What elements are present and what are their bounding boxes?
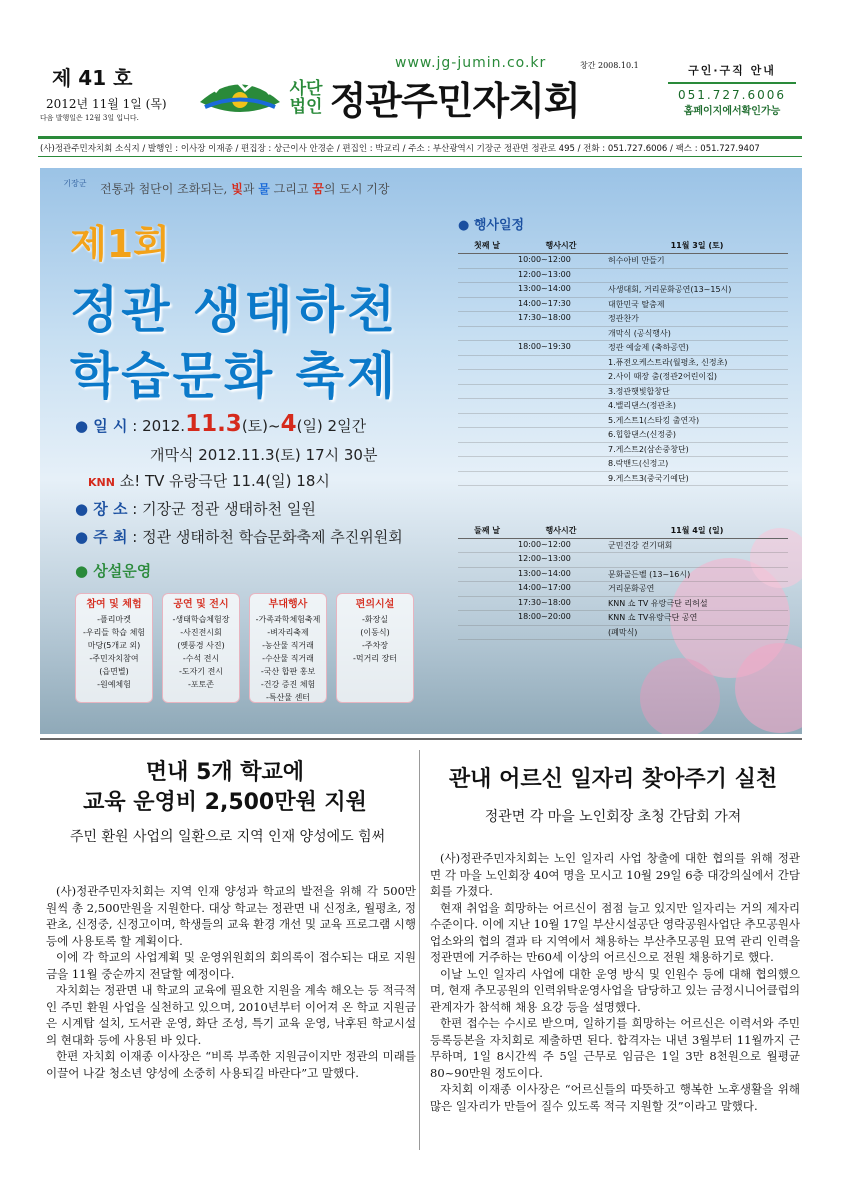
- event-host: ● 주 최 : 정관 생태하천 학습문화축제 추진위원회: [75, 528, 403, 546]
- schedule-row: 10:00~12:00 군민건강 걷기대회: [458, 538, 788, 553]
- schedule-row: 1.퓨전오케스트라(월평초, 신정초): [458, 355, 788, 370]
- festival-poster: [40, 168, 802, 734]
- org-prefix: 사단 법인: [289, 78, 323, 117]
- schedule-row: 14:00~17:30 대한민국 탈춤제: [458, 297, 788, 312]
- schedule-row: 3.정관햇빛합창단: [458, 384, 788, 399]
- issue-number: 제 41 호: [52, 66, 133, 90]
- article1-body: (사)정관주민자치회는 지역 인재 양성과 학교의 발전을 위해 각 500만원씩 총 2,500만원을 지원한다. 대상 학교는 정관면 내 신정초, 월평초, 정관초, 신정중, 신정고이며, 학생들의 교육 환경 개선 및 교육 프로그램 시행 등에 사용토록 할 계획이다. 이에 각 학교의 사업계획 및 운영위원회의 회의록이 접수되는 대로 지원금을 11월 중순까지 전달할 예정이다. 자치회는 정관면 내 학교의 교육에 필요한 지원을 계속 해오는 등 적극적인 주민 환원 사업을 실천하고 있으며, 2010년부터 이어져 온 학교 지원금은 시계탑 설치, 도서관 운영, 화단 조성, 특기 교육 운영, 낙후된 학교시설의 현대화 등에 사용된 바 있다. 한편 자치회 이재종 이사장은 “비록 부족한 지원금이지만 정관의 미래를 이끌어 나갈 청소년 양성에 소중히 사용되길 바란다”고 말했다.: [46, 884, 416, 1080]
- divider: [40, 738, 802, 740]
- schedule-header-row: 첫째 날 행사시간 11월 3일 (토): [458, 239, 788, 254]
- schedule-row: 개막식 (공식행사): [458, 326, 788, 341]
- edition-label: 제1회: [70, 222, 170, 266]
- article1-subheadline: 주민 환원 사업의 일환으로 지역 인재 양성에도 힘써: [70, 829, 386, 845]
- article1-headline: 면내 5개 학교에 교육 운영비 2,500만원 지원: [83, 760, 367, 815]
- knn-logo: KNN: [88, 476, 115, 489]
- job-info-box: [668, 62, 796, 117]
- schedule-row: 17:30~18:00 정관찬가: [458, 312, 788, 327]
- schedule-row: (폐막식): [458, 625, 788, 640]
- schedule-row: 5.게스트1(스타킹 출연자): [458, 413, 788, 428]
- founded-date: 창간 2008.10.1: [580, 61, 639, 70]
- category-performance: 공연 및 전시 -생태학습체험장 -사진전시회 (옛풍경 사진) -수석 전시 -도자기 전시 -포토존: [162, 593, 240, 703]
- schedule-row: 9.게스트3(중국기예단): [458, 471, 788, 486]
- schedule-row: 13:00~14:00 문화골든벨 (13~16시): [458, 567, 788, 582]
- event-schedule: [458, 214, 788, 640]
- schedule-row: 12:00~13:00: [458, 268, 788, 283]
- next-issue-date: 다음 발행일은 12월 3일 입니다.: [40, 114, 139, 122]
- article2-headline: 관내 어르신 일자리 찾아주기 실천: [448, 767, 778, 792]
- publisher-info: (사)정관주민자치회 소식지 / 발행인 : 이사장 이재종 / 편집장 : 상근이사 안경순 / 편집인 : 박교리 / 주소 : 부산광역시 기장군 정관면 정관로 495 / 전화 : 051.727.6006 / 팩스 : 051.727.9407: [40, 144, 760, 154]
- permanent-ops-label: ● 상설운영: [75, 562, 152, 580]
- schedule-row: 6.힙합댄스(신정중): [458, 428, 788, 443]
- slogan: 전통과 첨단이 조화되는, 빛과 물 그리고 꿈의 도시 기장: [100, 182, 390, 196]
- divider: [38, 156, 802, 157]
- schedule-header-row: 둘째 날 행사시간 11월 4일 (일): [458, 524, 788, 539]
- job-homepage-note: 홈페이지에서확인가능: [683, 106, 781, 117]
- job-title: 구인·구직 안내: [668, 62, 796, 84]
- opening-ceremony: 개막식 2012.11.3(토) 17시 30분: [150, 446, 378, 464]
- category-facilities: 편의시설 -화장실 (이동식) -주차장 -먹거리 장터: [336, 593, 414, 703]
- category-side-events: 부대행사 -가족과학체험축제 -벼자리축제 -농산물 직거래 -수산물 직거래 -국산 합판 홍보 -건강 증진 체험 -특산물 센터: [249, 593, 327, 703]
- event-place: ● 장 소 : 기장군 정관 생태하천 일원: [75, 500, 316, 518]
- publish-date: 2012년 11월 1일 (목): [46, 97, 167, 111]
- tv-show: KNN 쇼! TV 유랑극단 11.4(일) 18시: [88, 472, 330, 490]
- schedule-row: 8.락밴드(신정고): [458, 457, 788, 472]
- website-url[interactable]: www.jg-jumin.co.kr: [395, 55, 547, 71]
- schedule-row: 14:00~17:00 거리문화공연: [458, 582, 788, 597]
- event-date: ● 일 시 : 2012.11.3(토)~4(일) 2일간: [75, 411, 367, 437]
- schedule-row: 10:00~12:00 허수아비 만들기: [458, 254, 788, 269]
- festival-title-line2: 학습문화 축제: [70, 347, 399, 405]
- article2-body: (사)정관주민자치회는 노인 일자리 사업 창출에 대한 협의를 위해 정관면 각 마을 노인회장 40여 명을 모시고 10월 29일 6층 대강의실에서 간담회를 가졌다. 현재 취업을 희망하는 어르신이 점점 늘고 있지만 일자리는 거의 제자리 수준이다. 이에 지난 10월 17일 부산시설공단 영락공원사업단 추모공원사업소와의 협의 결과 타 지역에서 채용하는 부산추모공원 묘역 관리 인력을 정관면에 거주하는 만60세 이상의 어르신으로 전원 채용하기로 했다. 이날 노인 일자리 사업에 대한 운영 방식 및 인원수 등에 대해 협의했으며, 현재 추모공원의 인력위탁운영사업을 담당하고 있는 금정시니어클럽의 관계자가 참석해 채용 요강 등을 설명했다. 한편 접수는 수시로 받으며, 일하기를 희망하는 어르신은 이력서와 주민등록등본을 자치회로 제출하면 된다. 합격자는 내년 3월부터 11월까지 근무하며, 1일 8시간씩 주 5일 근무로 임금은 1일 3만 8천원으로 월평균 80~90만원 정도이다. 자치회 이재종 이사장은 “어르신들의 따뜻하고 행복한 노후생활을 위해 많은 일자리가 만들어 질수 있도록 적극 지원할 것”이라고 말했다.: [430, 851, 800, 1113]
- article2-subheadline: 정관면 각 마을 노인회장 초청 간담회 가져: [484, 809, 742, 825]
- schedule-row: 7.게스트2(삼손중창단): [458, 442, 788, 457]
- schedule-title: ● 행사일정: [458, 218, 525, 233]
- schedule-row: 18:00~19:30 정관 예술제 (축하공연): [458, 341, 788, 356]
- schedule-table: [458, 239, 788, 640]
- festival-title-line1: 정관 생태하천: [70, 281, 399, 339]
- column-divider: [419, 750, 420, 1150]
- org-title: [288, 70, 580, 125]
- category-participation: 참여 및 체험 -플리마켓 -우리들 학습 체험 마당(5개교 외) -주민자치참여 (읍면별) -원예체험: [75, 593, 153, 703]
- org-name: 정관주민자치회: [329, 79, 580, 123]
- schedule-row: 18:00~20:00 KNN 쇼 TV유랑극단 공연: [458, 611, 788, 626]
- schedule-row: 13:00~14:00 사생대회, 거리문화공연(13~15시): [458, 283, 788, 298]
- schedule-row: 4.밸리댄스(정관초): [458, 399, 788, 414]
- schedule-row: 17:30~18:00 KNN 쇼 TV 유랑극단 리허설: [458, 596, 788, 611]
- gijang-logo: 기장군: [63, 179, 87, 188]
- job-phone: 051.727.6006: [678, 88, 786, 102]
- schedule-row: 12:00~13:00: [458, 553, 788, 568]
- logo-icon: [195, 62, 285, 122]
- divider: [38, 136, 802, 139]
- schedule-row: 2.사이 때장 춤(정관2어린이집): [458, 370, 788, 385]
